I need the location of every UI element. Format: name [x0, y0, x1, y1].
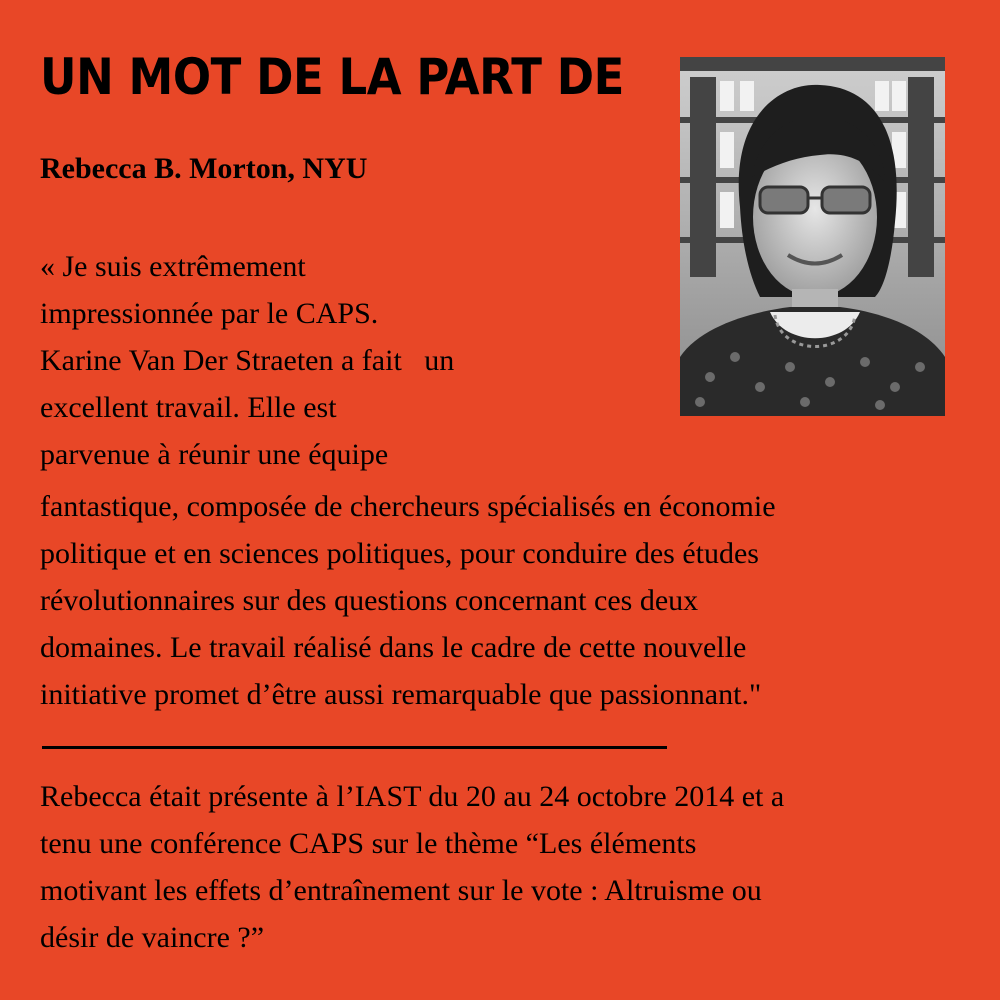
bio-line: désir de vaincre ?” [40, 921, 265, 954]
quote-text-top [40, 243, 620, 478]
quote-line: Karine Van Der Straeten a fait un [40, 344, 455, 377]
portrait-photo [680, 57, 945, 416]
quote-line: « Je suis extrêmement [40, 250, 306, 283]
bio-line: motivant les effets d’entraînement sur le vote : Altruisme ou [40, 874, 762, 907]
quote-line: excellent travail. Elle est [40, 391, 337, 424]
quote-line: parvenue à réunir une équipe [40, 438, 389, 471]
quote-line: politique et en sciences politiques, pour conduire des études [40, 537, 759, 570]
bio-line: Rebecca était présente à l’IAST du 20 au 24 octobre 2014 et a [40, 780, 785, 813]
quote-line: révolutionnaires sur des questions concernant ces deux [40, 584, 699, 617]
quote-line: initiative promet d’être aussi remarquable que passionnant." [40, 678, 762, 711]
divider-line [42, 746, 667, 749]
quote-line: domaines. Le travail réalisé dans le cadre de cette nouvelle [40, 631, 747, 664]
quote-line: fantastique, composée de chercheurs spécialisés en économie [40, 490, 776, 523]
author-name: Rebecca B. Morton, NYU [40, 152, 368, 185]
quote-text-bottom [40, 483, 940, 718]
page-title: UN MOT DE LA PART DE [40, 48, 624, 106]
quote-line: impressionnée par le CAPS. [40, 297, 379, 330]
bio-line: tenu une conférence CAPS sur le thème “Les éléments [40, 827, 697, 860]
bio-text [40, 773, 960, 961]
